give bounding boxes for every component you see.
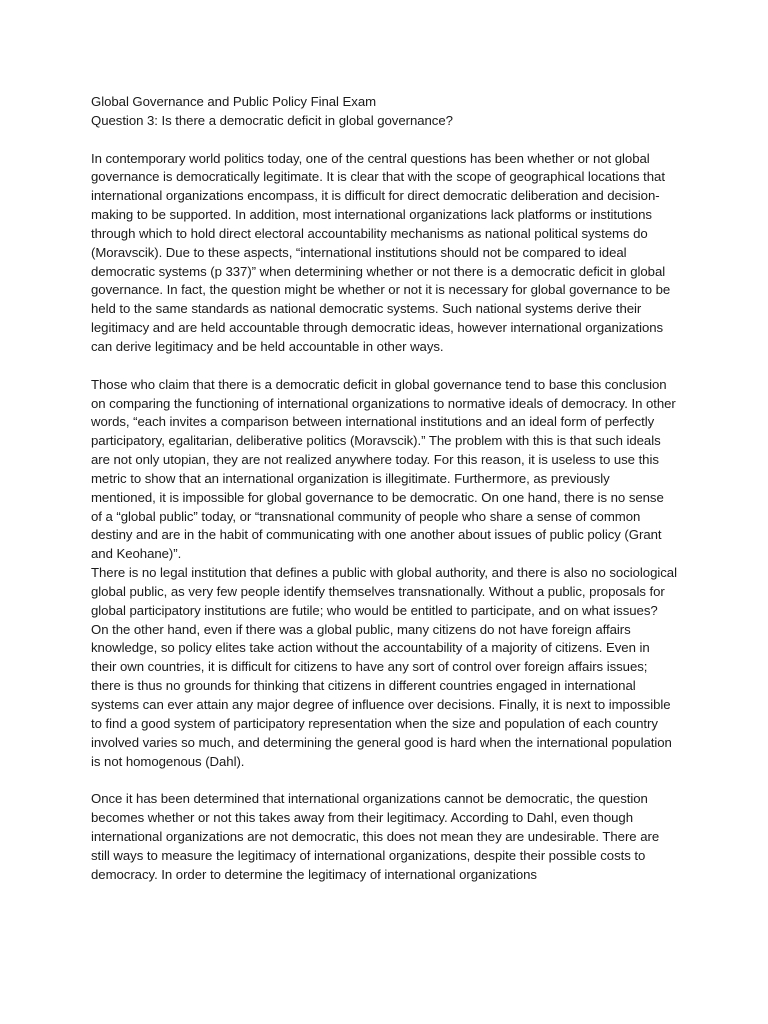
question-heading: Question 3: Is there a democratic deficit in global governance? [91, 112, 453, 128]
paragraph-3: There is no legal institution that defines a public with global authority, and there is also no sociological global public, as very few people identify themselves transnationally. Without a public, proposals for global participatory institutions are futile; who would be entitled to participate, and on what issues? On the other hand, even if there was a global public, many citizens do not have foreign affairs knowledge, so policy elites take action without the accountability of a majority of citizens. Even in their own countries, it is difficult for citizens to have any sort of control over foreign affairs issues; there is thus no grounds for thinking that citizens in different countries engaged in international systems can ever attain any major degree of influence over decisions. Finally, it is next to impossible to find a good system of participatory representation when the size and population of each country involved varies so much, and determining the general good is hard when the international population is not homogenous (Dahl). [91, 565, 677, 769]
document-body [91, 93, 678, 884]
paragraph-4: Once it has been determined that international organizations cannot be democratic, the question becomes whether or not this takes away from their legitimacy. According to Dahl, even though international organizations are not democratic, this does not mean they are undesirable. There are still ways to measure the legitimacy of international organizations, despite their possible costs to democracy. In order to determine the legitimacy of international organizations [91, 791, 660, 882]
paragraph-2: Those who claim that there is a democratic deficit in global governance tend to base this conclusion on comparing the functioning of international organizations to normative ideals of democracy. In other words, “each invites a comparison between international institutions and an ideal form of perfectly participatory, egalitarian, deliberative politics (Moravscik).” The problem with this is that such ideals are not only utopian, they are not realized anywhere today. For this reason, it is useless to use this metric to show that an international organization is illegitimate. Furthermore, as previously mentioned, it is impossible for global governance to be democratic. On one hand, there is no sense of a “global public” today, or “transnational community of people who share a sense of common destiny and are in the habit of communicating with one another about issues of public policy (Grant and Keohane)”. [91, 376, 676, 562]
spacer [91, 357, 678, 376]
paragraph-1: In contemporary world politics today, one of the central questions has been whether or not global governance is democratically legitimate. It is clear that with the scope of geographical locations that international organizations encompass, it is difficult for direct democratic deliberation and decision-making to be supported. In addition, most international organizations lack platforms or institutions through which to hold direct electoral accountability mechanisms as national political systems do (Moravscik). Due to these aspects, “international institutions should not be compared to ideal democratic systems (p 337)” when determining whether or not there is a democratic deficit in global governance. In fact, the question might be whether or not it is necessary for global governance to be held to the same standards as national democratic systems. Such national systems derive their legitimacy and are held accountable through democratic ideas, however international organizations can derive legitimacy and be held accountable in other ways. [91, 150, 671, 354]
spacer [91, 771, 678, 790]
document-title: Global Governance and Public Policy Final Exam [91, 94, 377, 109]
spacer [91, 131, 678, 150]
